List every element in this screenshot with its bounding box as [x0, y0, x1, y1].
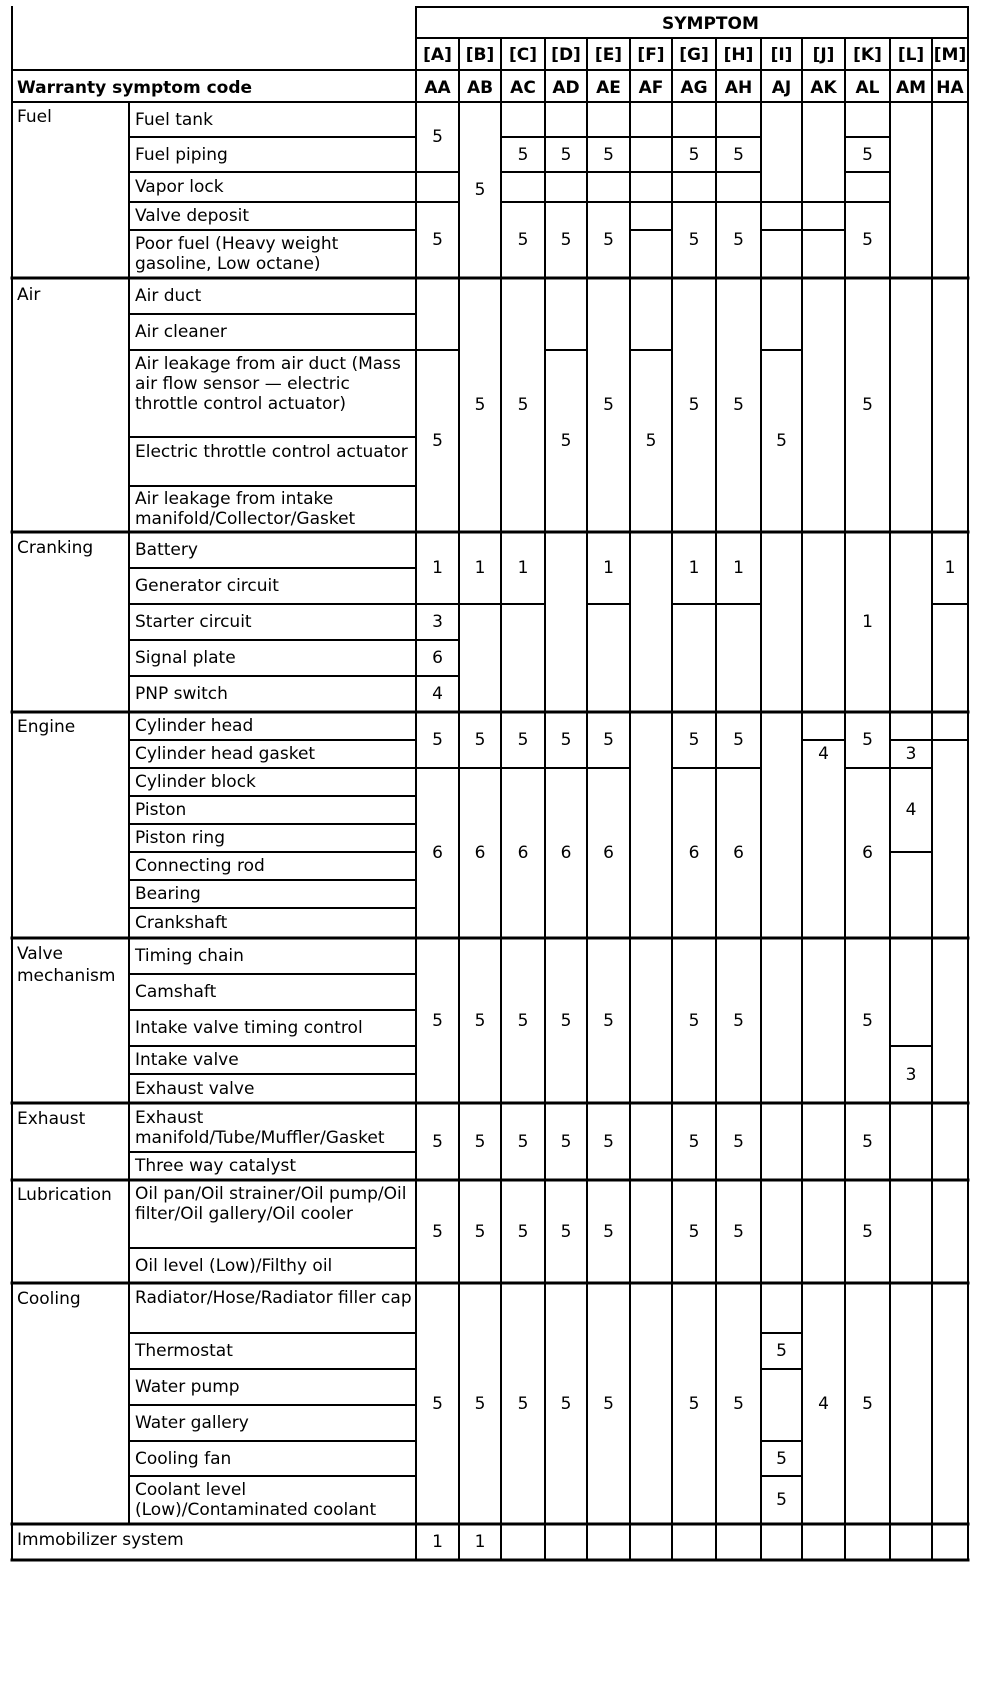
warranty-code: AK — [810, 78, 837, 98]
group-label: Lubrication — [17, 1185, 112, 1205]
symptom-title: SYMPTOM — [662, 14, 759, 34]
cell-value: 5 — [733, 144, 744, 165]
symptom-letter: [E] — [594, 45, 623, 65]
item-label: Electric throttle control actuator — [135, 441, 408, 462]
item-label: Cooling fan — [135, 1448, 232, 1469]
cell-value: 6 — [560, 843, 572, 863]
cell-value: 5 — [517, 1221, 529, 1242]
group-label: Air — [17, 285, 41, 305]
cell-value: 5 — [688, 395, 700, 415]
cell-value: 5 — [688, 144, 700, 165]
item-label: Battery — [135, 540, 198, 560]
cell-value: 5 — [862, 1393, 873, 1414]
item-label: Generator circuit — [135, 576, 279, 596]
cell-value: 5 — [688, 230, 700, 250]
item-label: Air leakage from air duct (Mass air flow sensor — electric throttle control actuator) — [135, 353, 401, 414]
cell-value: 3 — [905, 744, 917, 764]
warranty-code: AA — [424, 78, 451, 98]
cell-value: 5 — [474, 395, 486, 415]
cell-value: 5 — [560, 431, 572, 451]
cell-value: 5 — [517, 144, 529, 165]
cell-value: 5 — [432, 1221, 443, 1242]
cell-value: 5 — [432, 431, 443, 451]
cell-value: 5 — [517, 1393, 529, 1414]
item-label: Valve deposit — [135, 206, 250, 226]
item-label: Piston ring — [135, 828, 225, 848]
cell-value: 4 — [818, 1393, 829, 1414]
cell-value: 5 — [560, 1393, 572, 1414]
item-label: Air duct — [135, 286, 202, 306]
cell-value: 5 — [733, 1131, 744, 1152]
cell-value: 5 — [733, 1221, 744, 1242]
cell-value: 6 — [432, 648, 443, 668]
cell-value: 5 — [560, 1131, 572, 1152]
item-label: Bearing — [135, 884, 201, 904]
cell-value: 5 — [432, 1131, 443, 1152]
cell-value: 5 — [432, 1393, 443, 1414]
cell-value: 5 — [603, 1131, 614, 1152]
cell-value: 5 — [776, 431, 787, 451]
warranty-code: AG — [680, 78, 708, 98]
warranty-code: AJ — [771, 78, 792, 98]
cell-value: 6 — [603, 843, 614, 863]
cell-value: 5 — [733, 395, 744, 415]
item-label: Crankshaft — [135, 913, 228, 933]
cell-value: 4 — [905, 800, 917, 820]
item-label: Piston — [135, 800, 187, 820]
group-label: Cranking — [17, 538, 94, 558]
cell-value: 5 — [432, 1010, 443, 1031]
cell-value: 1 — [688, 558, 700, 578]
cell-value: 1 — [603, 558, 614, 578]
cell-value: 5 — [474, 1393, 486, 1414]
cell-value: 5 — [517, 395, 529, 415]
item-label: PNP switch — [135, 684, 228, 704]
symptom-letter: [L] — [897, 45, 925, 65]
item-label: Thermostat — [135, 1341, 233, 1361]
group-label: Fuel — [17, 107, 52, 127]
group-label: Cooling — [17, 1289, 81, 1309]
cell-value: 5 — [560, 144, 572, 165]
cell-value: 6 — [432, 843, 443, 863]
cell-value: 1 — [733, 558, 744, 578]
cell-value: 5 — [432, 127, 443, 147]
group-label: Immobilizer system — [17, 1530, 184, 1550]
item-label: Water pump — [135, 1377, 240, 1397]
item-label: Fuel piping — [135, 144, 228, 165]
warranty-code: HA — [936, 78, 964, 98]
cell-value: 5 — [603, 144, 614, 165]
item-label: Cylinder head gasket — [135, 744, 316, 764]
cell-value: 5 — [517, 1131, 529, 1152]
cell-value: 1 — [517, 558, 529, 578]
cell-value: 1 — [474, 558, 486, 578]
cell-value: 5 — [517, 1010, 529, 1031]
symptom-letter: [M] — [933, 45, 967, 65]
cell-value: 5 — [474, 1131, 486, 1152]
item-label: Exhaust manifold/Tube/Muffler/Gasket — [135, 1107, 385, 1148]
cell-value: 5 — [603, 1393, 614, 1414]
cell-value: 5 — [688, 1010, 700, 1031]
cell-value: 5 — [733, 1010, 744, 1031]
item-label: Radiator/Hose/Radiator filler cap — [135, 1288, 412, 1308]
cell-value: 5 — [688, 730, 700, 750]
symptom-letter: [A] — [423, 45, 452, 65]
item-label: Starter circuit — [135, 612, 252, 632]
cell-value: 5 — [862, 230, 873, 250]
cell-value: 3 — [905, 1064, 917, 1085]
item-label: Three way catalyst — [135, 1156, 297, 1176]
symptom-letter: [C] — [508, 45, 537, 65]
symptom-letter: [I] — [770, 45, 793, 65]
warranty-code: AH — [724, 78, 753, 98]
cell-value: 5 — [474, 1010, 486, 1031]
cell-value: 5 — [603, 395, 614, 415]
cell-value: 5 — [733, 1393, 744, 1414]
warranty-code: AD — [552, 78, 580, 98]
item-label: Exhaust valve — [135, 1078, 255, 1099]
cell-value: 5 — [862, 144, 873, 165]
cell-value: 1 — [432, 558, 443, 578]
cell-value: 5 — [560, 730, 572, 750]
cell-value: 5 — [474, 180, 486, 200]
warranty-code: AL — [855, 78, 880, 98]
cell-value: 5 — [560, 1010, 572, 1031]
cell-value: 5 — [603, 230, 614, 250]
cell-value: 5 — [862, 1131, 873, 1152]
symptom-letter: [D] — [551, 45, 581, 65]
cell-value: 3 — [432, 612, 443, 632]
cell-value: 5 — [862, 395, 873, 415]
cell-value: 4 — [432, 684, 443, 704]
item-label: Oil level (Low)/Filthy oil — [135, 1255, 333, 1276]
item-label: Cylinder head — [135, 716, 254, 736]
cell-value: 5 — [688, 1221, 700, 1242]
cell-value: 1 — [862, 612, 873, 632]
cell-value: 5 — [603, 730, 614, 750]
cell-value: 4 — [818, 744, 829, 764]
symptom-letter: [H] — [723, 45, 754, 65]
item-label: Air leakage from intake manifold/Collector/Gasket — [135, 489, 356, 529]
group-label: Engine — [17, 717, 76, 737]
cell-value: 5 — [862, 1221, 873, 1242]
cell-value: 5 — [432, 230, 443, 250]
cell-value: 5 — [776, 1341, 787, 1361]
item-label: Coolant level (Low)/Contaminated coolant — [135, 1480, 377, 1520]
cell-value: 6 — [733, 843, 744, 863]
cell-value: 5 — [560, 1221, 572, 1242]
cell-value: 5 — [560, 230, 572, 250]
item-label: Intake valve — [135, 1050, 239, 1070]
cell-value: 5 — [517, 230, 529, 250]
item-label: Water gallery — [135, 1413, 249, 1433]
item-label: Intake valve timing control — [135, 1018, 363, 1038]
cell-value: 6 — [474, 843, 486, 863]
cell-value: 5 — [862, 730, 873, 750]
cell-value: 1 — [944, 558, 956, 578]
cell-value: 1 — [474, 1532, 486, 1552]
cell-value: 6 — [862, 843, 873, 863]
symptom-letter: [J] — [812, 45, 835, 65]
item-label: Timing chain — [135, 946, 244, 966]
cell-value: 5 — [776, 1490, 787, 1510]
symptom-letter: [K] — [853, 45, 882, 65]
item-label: Oil pan/Oil strainer/Oil pump/Oil filter/Oil gallery/Oil cooler — [135, 1184, 407, 1224]
cell-value: 5 — [733, 730, 744, 750]
item-label: Signal plate — [135, 648, 236, 668]
warranty-code: AM — [895, 78, 927, 98]
item-label: Poor fuel (Heavy weight gasoline, Low octane) — [135, 234, 339, 274]
group-label: Exhaust — [17, 1109, 86, 1129]
cell-value: 5 — [517, 730, 529, 750]
cell-value: 5 — [432, 730, 443, 750]
item-label: Air cleaner — [135, 322, 227, 342]
cell-value: 5 — [645, 431, 657, 451]
warranty-code: AF — [638, 78, 664, 98]
cell-value: 5 — [688, 1131, 700, 1152]
cell-value: 5 — [733, 230, 744, 250]
cell-value: 5 — [603, 1010, 614, 1031]
cell-value: 5 — [862, 1010, 873, 1031]
cell-value: 6 — [517, 843, 529, 863]
warranty-code: AE — [596, 78, 621, 98]
warranty-code-label: Warranty symptom code — [17, 78, 253, 98]
group-label: Valve mechanism — [17, 944, 116, 986]
cell-value: 1 — [432, 1532, 443, 1552]
item-label: Cylinder block — [135, 772, 256, 792]
cell-value: 5 — [776, 1448, 787, 1469]
cell-value: 5 — [603, 1221, 614, 1242]
warranty-code: AB — [466, 78, 494, 98]
item-label: Camshaft — [135, 982, 217, 1002]
symptom-letter: [G] — [679, 45, 709, 65]
cell-value: 5 — [474, 1221, 486, 1242]
cell-value: 5 — [474, 730, 486, 750]
item-label: Fuel tank — [135, 109, 213, 130]
cell-value: 5 — [688, 1393, 700, 1414]
item-label: Vapor lock — [135, 177, 224, 197]
symptom-letter: [F] — [637, 45, 665, 65]
warranty-code: AC — [510, 78, 536, 98]
cell-value: 6 — [688, 843, 700, 863]
symptom-letter: [B] — [465, 45, 495, 65]
item-label: Connecting rod — [135, 856, 265, 876]
